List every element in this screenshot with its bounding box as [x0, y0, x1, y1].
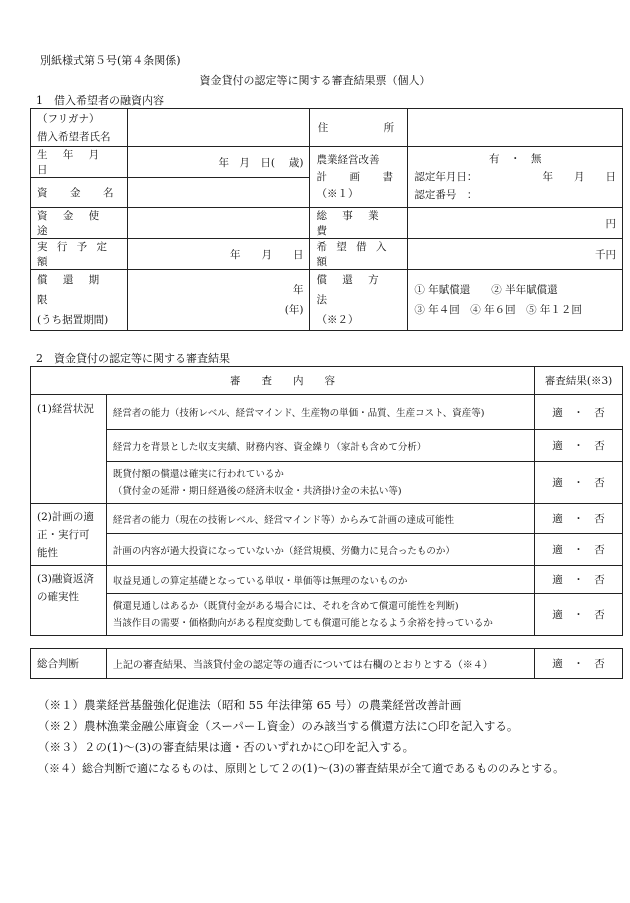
- result-choice[interactable]: 適 ・ 否: [535, 395, 623, 430]
- address-field[interactable]: [408, 109, 623, 147]
- note-2: （※２）農林漁業金融公庫資金（スーパーＬ資金）のみ該当する償還方法に○印を記入する。: [38, 719, 519, 733]
- plan-label-3: （※１）: [316, 187, 359, 200]
- repay-period-field[interactable]: [127, 270, 310, 331]
- review-item: [106, 462, 534, 504]
- deferment-label: (うち据置期間): [37, 314, 109, 326]
- fund-name-label: 資 金 名: [31, 178, 128, 208]
- birthdate-label: 生 年 月 日: [31, 147, 128, 178]
- plan-label-2: 計 画 書: [316, 170, 399, 183]
- repay-method-label-cell: [310, 270, 408, 331]
- review-item-line1: 償還見通しはあるか（既貸付金がある場合には、それを含めて償還可能性を判断): [112, 600, 459, 612]
- applicant-name-field[interactable]: [127, 109, 310, 147]
- review-item-line2: （貸付金の延滞・期日経過後の経済未収金・共済掛け金の未払い等): [112, 485, 402, 497]
- fund-use-field[interactable]: [127, 208, 310, 239]
- review-item: 経営者の能力（技術レベル、経営マインド、生産物の単価・品質、生産コスト、資産等): [106, 395, 534, 430]
- furigana-label: （フリガナ）: [37, 112, 100, 125]
- loan-amount-field[interactable]: 千円: [408, 239, 623, 270]
- col-content-header: 審 査 内 容: [31, 367, 535, 395]
- loan-details-table: [30, 108, 623, 331]
- year-unit: 年: [292, 284, 304, 296]
- plan-detail-cell: [408, 147, 623, 208]
- note-3: （※３）２の(1)～(3)の審査結果は適・否のいずれかに○印を記入する。: [38, 740, 415, 754]
- fund-name-field[interactable]: [127, 178, 310, 208]
- loan-amount-label: 希 望 借 入 額: [310, 239, 408, 270]
- total-cost-field[interactable]: 円: [408, 208, 623, 239]
- repay-period-label: 償 還 期 限: [37, 274, 106, 306]
- review-item: 収益見通しの算定基礎となっている単収・単価等は無理のないものか: [106, 566, 534, 594]
- result-choice[interactable]: 適 ・ 否: [535, 504, 623, 534]
- approval-date-row: [414, 168, 616, 186]
- note-4: （※４）総合判断で適になるものは、原則として２の(1)～(3)の審査結果が全て適であるもののみとする。: [38, 762, 565, 775]
- review-item: 計画の内容が過大投資になっていないか（経営規模、労働力に見合ったものか）: [106, 534, 534, 566]
- approval-number-label: 認定番号 ：: [414, 189, 478, 201]
- total-cost-label: 総 事 業 費: [310, 208, 408, 239]
- approval-date-field[interactable]: 年 月 日: [542, 171, 616, 183]
- repay-options-1: ① 年賦償還 ② 半年賦償還: [414, 284, 558, 296]
- overall-judgment-table: [30, 648, 623, 679]
- review-item-line2: 当該作目の需要・価格動向がある程度変動しても償還可能となるよう余裕を持っているか: [112, 617, 493, 629]
- review-item: 経営者の能力（現在の技術レベル、経営マインド等）からみて計画の達成可能性: [106, 504, 534, 534]
- section1-heading: 1 借入希望者の融資内容: [36, 94, 164, 107]
- fund-use-label: 資 金 使 途: [31, 208, 128, 239]
- repay-method-note: （※２）: [316, 314, 359, 326]
- schedule-field[interactable]: 年 月 日: [127, 239, 310, 270]
- applicant-name-label-cell: [31, 109, 128, 147]
- plan-status[interactable]: 有 ・ 無: [488, 153, 542, 165]
- schedule-label: 実 行 予 定 額: [31, 239, 128, 270]
- result-choice[interactable]: 適 ・ 否: [535, 462, 623, 504]
- overall-label: 総合判断: [31, 649, 107, 679]
- repay-method-options[interactable]: [408, 270, 623, 331]
- result-choice[interactable]: 適 ・ 否: [535, 594, 623, 636]
- plan-label-1: 農業経営改善: [316, 153, 380, 166]
- form-title: 資金貸付の認定等に関する審査結果票（個人）: [199, 74, 431, 87]
- col-result-header: 審査結果(※3): [535, 367, 623, 395]
- address-label: 住 所: [310, 109, 408, 147]
- note-1: （※１）農業経営基盤強化促進法（昭和 55 年法律第 65 号）の農業経営改善計画: [38, 698, 462, 712]
- review-item-line1: 既貸付額の償還は確実に行われているか: [112, 468, 284, 480]
- birthdate-field[interactable]: 年 月 日( 歳): [127, 147, 310, 178]
- group-label-plan: (2)計画の適正・実行可能性: [31, 504, 107, 566]
- review-item: [106, 594, 534, 636]
- approval-date-label: 認定年月日：: [414, 171, 478, 183]
- repay-method-label: 償 還 方 法: [316, 274, 385, 306]
- group-label-repayment: (3)融資返済の確実性: [31, 566, 107, 636]
- review-item: 経営力を背景とした収支実績、財務内容、資金繰り（家計も含めて分析）: [106, 430, 534, 462]
- result-choice[interactable]: 適 ・ 否: [535, 566, 623, 594]
- year-unit-paren: (年): [284, 304, 304, 316]
- result-choice[interactable]: 適 ・ 否: [535, 430, 623, 462]
- form-number: 別紙様式第５号(第４条関係): [40, 54, 181, 67]
- name-label: 借入希望者氏名: [37, 130, 111, 143]
- review-results-table: [30, 366, 623, 636]
- repay-options-2: ③ 年４回 ④ 年６回 ⑤ 年１２回: [414, 304, 582, 316]
- overall-text: 上記の審査結果、当該貸付金の認定等の適否については右欄のとおりとする（※４）: [106, 649, 534, 679]
- group-label-business: (1)経営状況: [31, 395, 107, 504]
- repay-period-label-cell: [31, 270, 128, 331]
- plan-label-cell: [310, 147, 408, 208]
- overall-result-choice[interactable]: 適 ・ 否: [535, 649, 623, 679]
- section2-heading: 2 資金貸付の認定等に関する審査結果: [36, 352, 230, 365]
- result-choice[interactable]: 適 ・ 否: [535, 534, 623, 566]
